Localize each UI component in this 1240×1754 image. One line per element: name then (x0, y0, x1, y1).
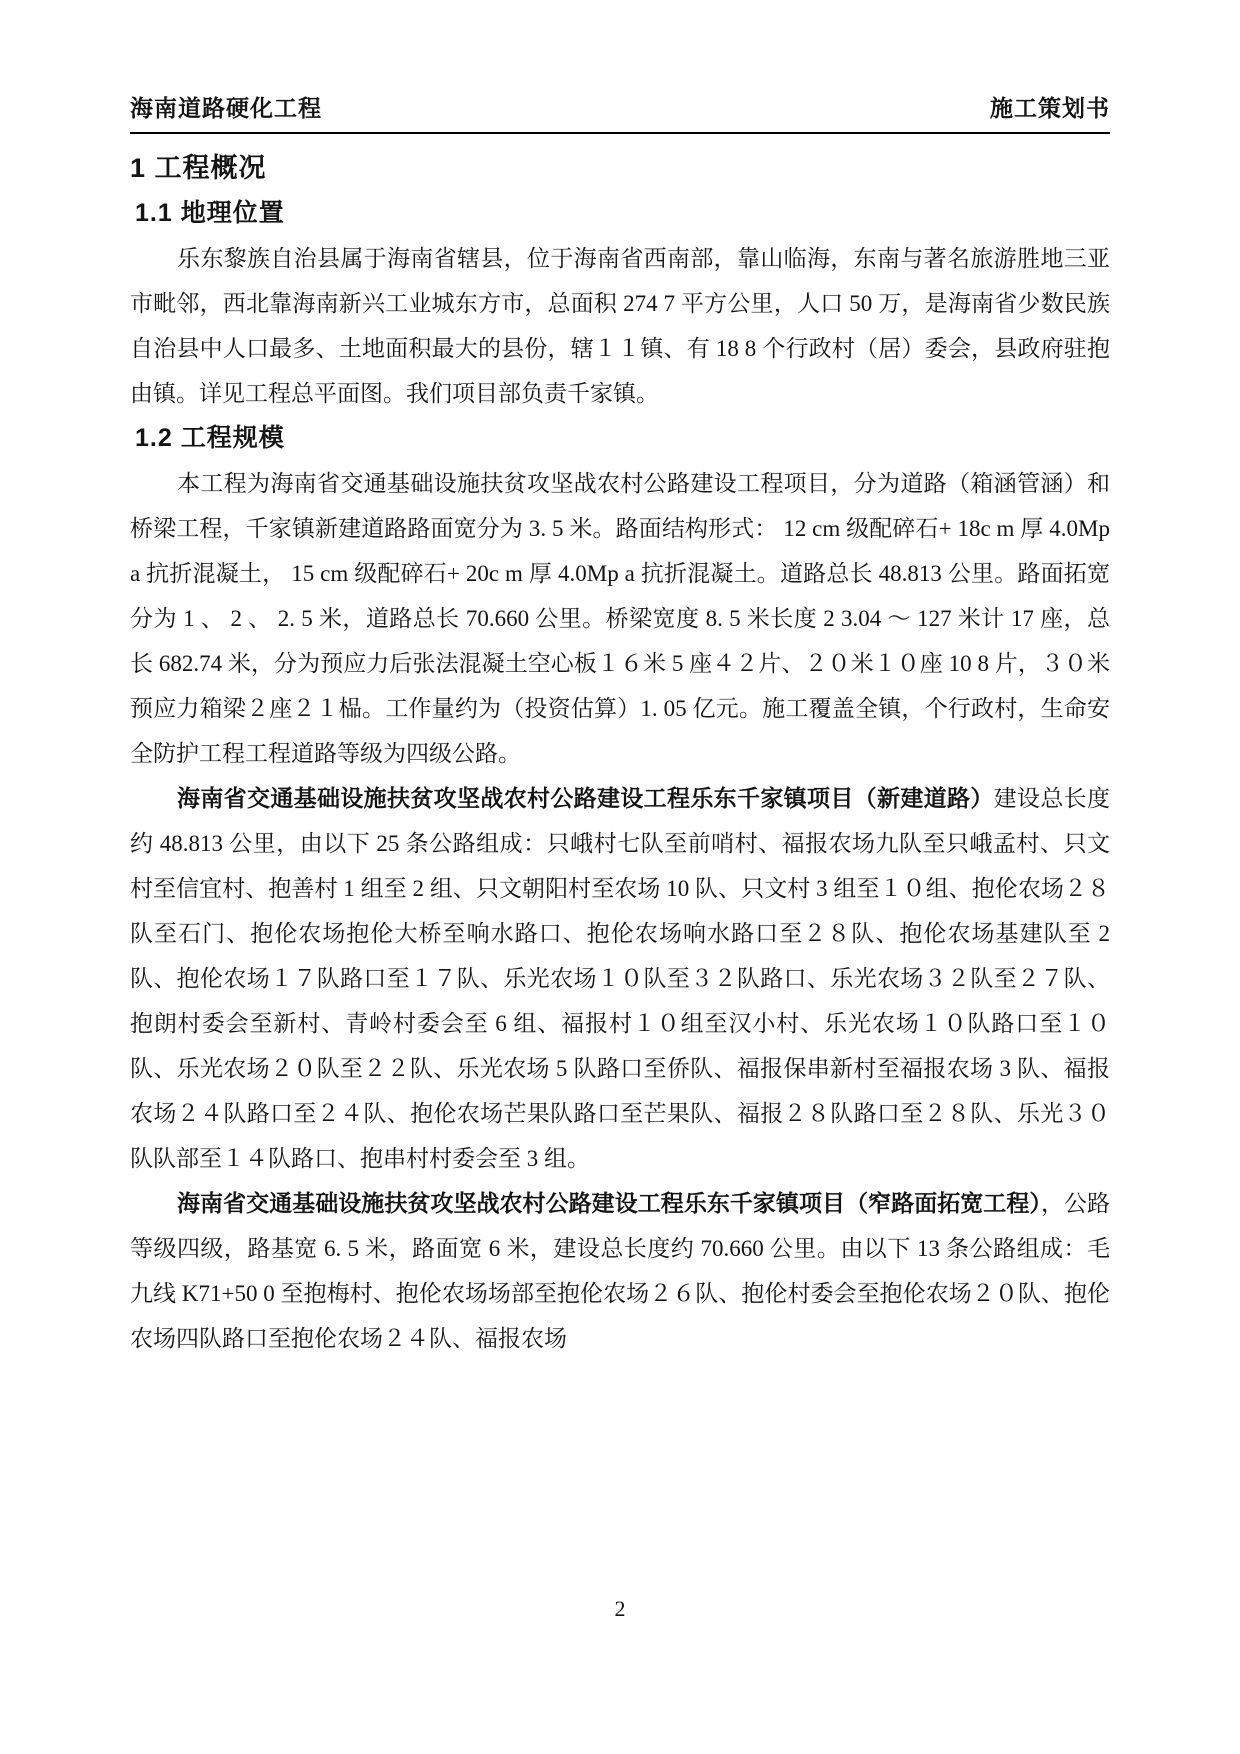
paragraph-location: 乐东黎族自治县属于海南省辖县，位于海南省西南部，靠山临海，东南与著名旅游胜地三亚市毗邻，西北靠海南新兴工业城东方市，总面积 274 7 平方公里，人口 50 万，是海南省少数民族自治县中人口最多、土地面积最大的县份，辖１１镇、有 18 8 个行政村（居）委会，县政府驻抱由镇。详见工程总平面图。我们项目部负责千家镇。 (130, 246, 1110, 406)
paragraph-widening (130, 1181, 1110, 1361)
section-heading-location: 1.1 地理位置 (135, 199, 285, 227)
page-number: 2 (614, 1596, 626, 1621)
paragraph-new-road-bold-lead: 海南省交通基础设施扶贫攻坚战农村公路建设工程乐东千家镇项目（新建道路） (177, 786, 994, 811)
chapter-heading: 1 工程概况 (130, 153, 267, 183)
paragraph-new-road-text: 建设总长度约 48.813 公里，由以下 25 条公路组成：只峨村七队至前哨村、福报农场九队至只峨孟村、只文村至信宜村、抱善村 1 组至 2 组、只文朝阳村至农场 10 队、只文村 3 组至１０组、抱伦农场２８队至石门、抱伦农场抱伦大桥至响水路口、抱伦农场响水路口至２８队、抱伦农场基建队至 2 队、抱伦农场１７队路口至１７队、乐光农场１０队至３２队路口、乐光农场３２队至２７队、抱朗村委会至新村、青岭村委会至 6 组、福报村１０组至汉小村、乐光农场１０队路口至１０队、乐光农场２０队至２２队、乐光农场 5 队路口至侨队、福报保串新村至福报农场 3 队、福报农场２４队路口至２４队、抱伦农场芒果队路口至芒果队、福报２８队路口至２８队、乐光３０队队部至１４队路口、抱串村村委会至 3 组。 (130, 786, 1111, 1171)
paragraph-widening-bold-lead: 海南省交通基础设施扶贫攻坚战农村公路建设工程乐东千家镇项目（窄路面拓宽工程） (177, 1191, 1041, 1216)
document-body (130, 146, 1110, 1361)
paragraph-scale-intro: 本工程为海南省交通基础设施扶贫攻坚战农村公路建设工程项目，分为道路（箱涵管涵）和桥梁工程，千家镇新建道路路面宽分为 3. 5 米。路面结构形式： 12 cm 级配碎石+ 18c m 厚 4.0Mp a 抗折混凝土， 15 cm 级配碎石+ 20c m 厚 4.0Mp a 抗折混凝土。道路总长 48.813 公里。路面拓宽分为 1 、 2 、 2. 5 米，道路总长 70.660 公里。桥梁宽度 8. 5 米长度 2 3.04 ～ 127 米计 17 座，总长 682.74 米，分为预应力后张法混凝土空心板１６米 5 座４２片、２０米１０座 10 8 片，３０米预应力箱梁２座２１榀。工作量约为（投资估算）1. 05 亿元。施工覆盖全镇，个行政村，生命安全防护工程工程道路等级为四级公路。 (130, 471, 1110, 766)
section-heading-scale: 1.2 工程规模 (135, 424, 285, 452)
header-left-title: 海南道路硬化工程 (130, 96, 322, 121)
running-header (130, 90, 1110, 134)
header-right-title: 施工策划书 (990, 96, 1110, 121)
paragraph-new-road (130, 776, 1110, 1181)
paragraph-widening-text: ，公路等级四级，路基宽 6. 5 米，路面宽 6 米，建设总长度约 70.660 公里。由以下 13 条公路组成：毛九线 K71+50 0 至抱梅村、抱伦农场场部至抱伦农场２６队、抱伦村委会至抱伦农场２０队、抱伦农场四队路口至抱伦农场２４队、福报农场 (130, 1191, 1111, 1351)
